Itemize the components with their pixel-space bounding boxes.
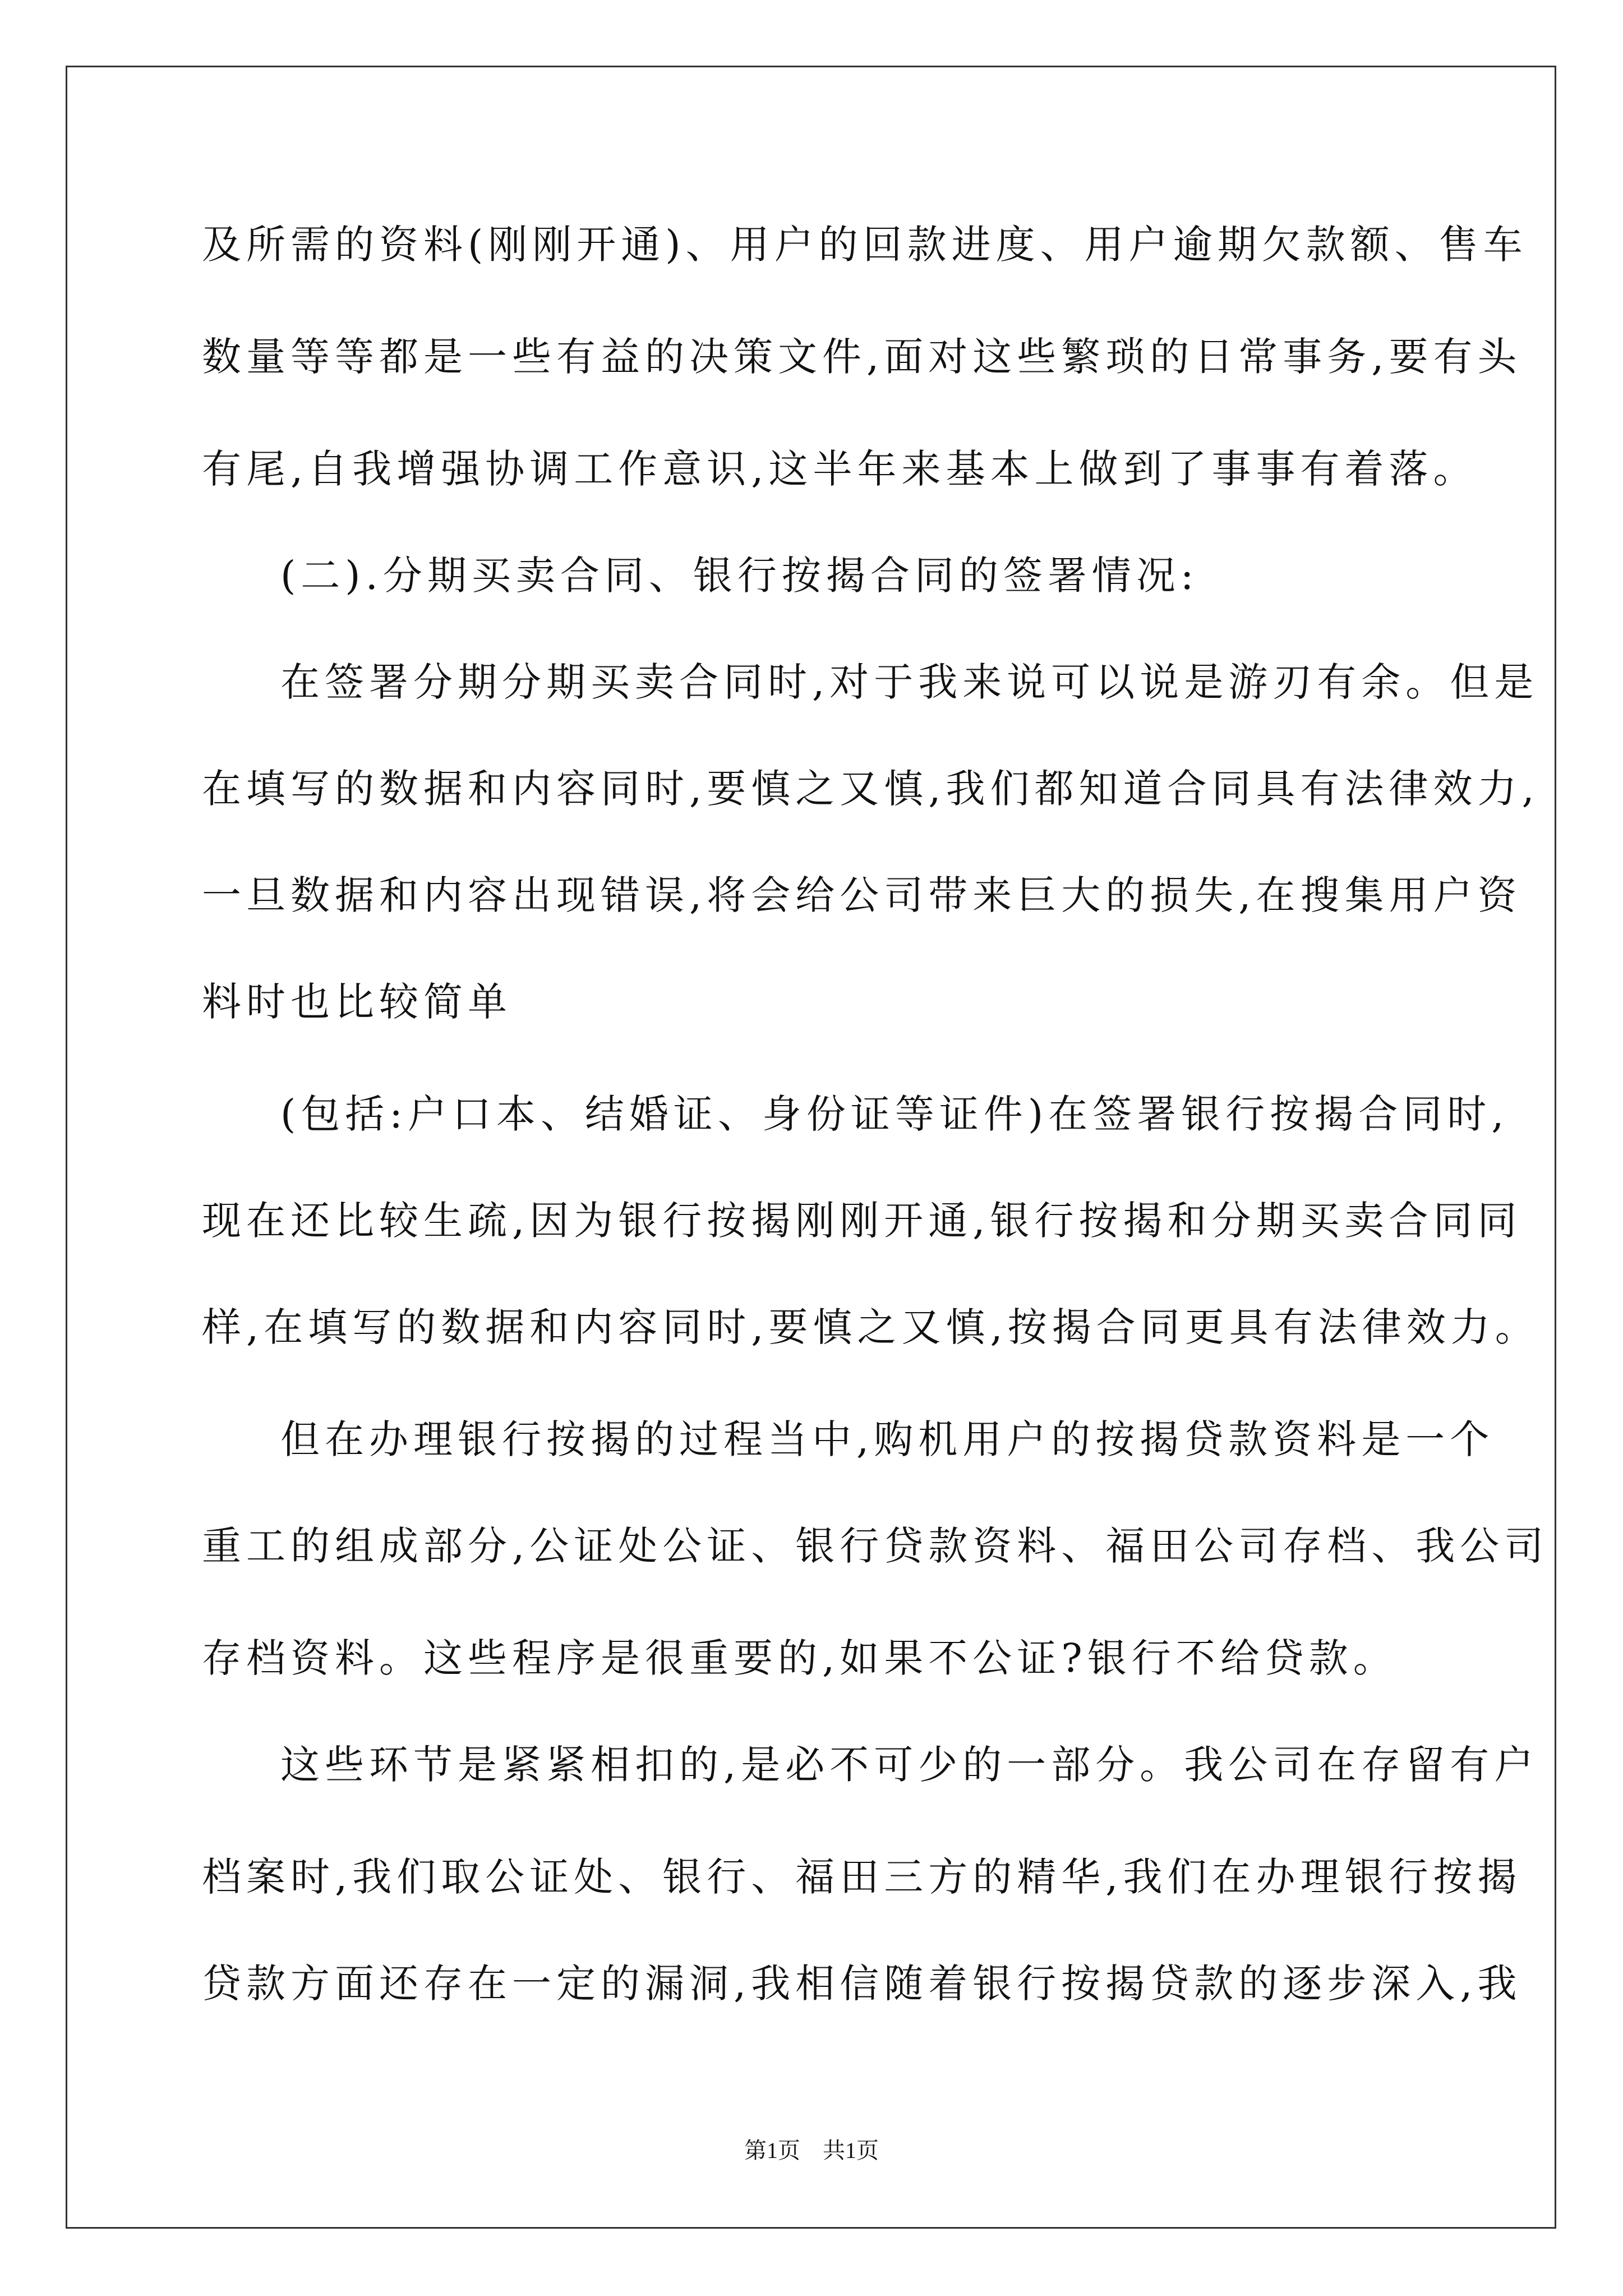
text-line: 及所需的资料(刚刚开通)、用户的回款进度、用户逾期欠款额、售车 xyxy=(202,222,1528,268)
text-line: 在填写的数据和内容同时,要慎之又慎,我们都知道合同具有法律效力, xyxy=(202,766,1539,812)
text-line: 但在办理银行按揭的过程当中,购机用户的按揭贷款资料是一个 xyxy=(280,1416,1495,1462)
text-line: 样,在填写的数据和内容同时,要慎之又慎,按揭合同更具有法律效力。 xyxy=(202,1304,1539,1350)
text-line: 重工的组成部分,公证处公证、银行贷款资料、福田公司存档、我公司 xyxy=(202,1523,1549,1569)
text-line: 在签署分期分期买卖合同时,对于我来说可以说是游刃有余。但是 xyxy=(280,659,1539,705)
text-line: 现在还比较生疏,因为银行按揭刚刚开通,银行按揭和分期买卖合同同 xyxy=(202,1198,1522,1244)
text-line: 存档资料。这些程序是很重要的,如果不公证?银行不给贷款。 xyxy=(202,1635,1398,1681)
text-line: 有尾,自我增强协调工作意识,这半年来基本上做到了事事有着落。 xyxy=(202,446,1478,492)
text-line: (包括:户口本、结婚证、身份证等证件)在签署银行按揭合同时, xyxy=(280,1091,1509,1137)
text-line: 档案时,我们取公证处、银行、福田三方的精华,我们在办理银行按揭 xyxy=(202,1854,1522,1900)
section-heading: (二).分期买卖合同、银行按揭合同的签署情况: xyxy=(280,553,1199,599)
text-line: 贷款方面还存在一定的漏洞,我相信随着银行按揭贷款的逐步深入,我 xyxy=(202,1961,1522,2007)
page-footer: 第1页 共1页 xyxy=(744,2138,879,2163)
text-line: 数量等等都是一些有益的决策文件,面对这些繁琐的日常事务,要有头 xyxy=(202,334,1522,380)
text-line: 一旦数据和内容出现错误,将会给公司带来巨大的损失,在搜集用户资 xyxy=(202,872,1522,918)
page-border xyxy=(66,66,1556,2229)
text-line: 这些环节是紧紧相扣的,是必不可少的一部分。我公司在存留有户 xyxy=(280,1742,1539,1788)
text-line: 料时也比较简单 xyxy=(202,979,512,1025)
